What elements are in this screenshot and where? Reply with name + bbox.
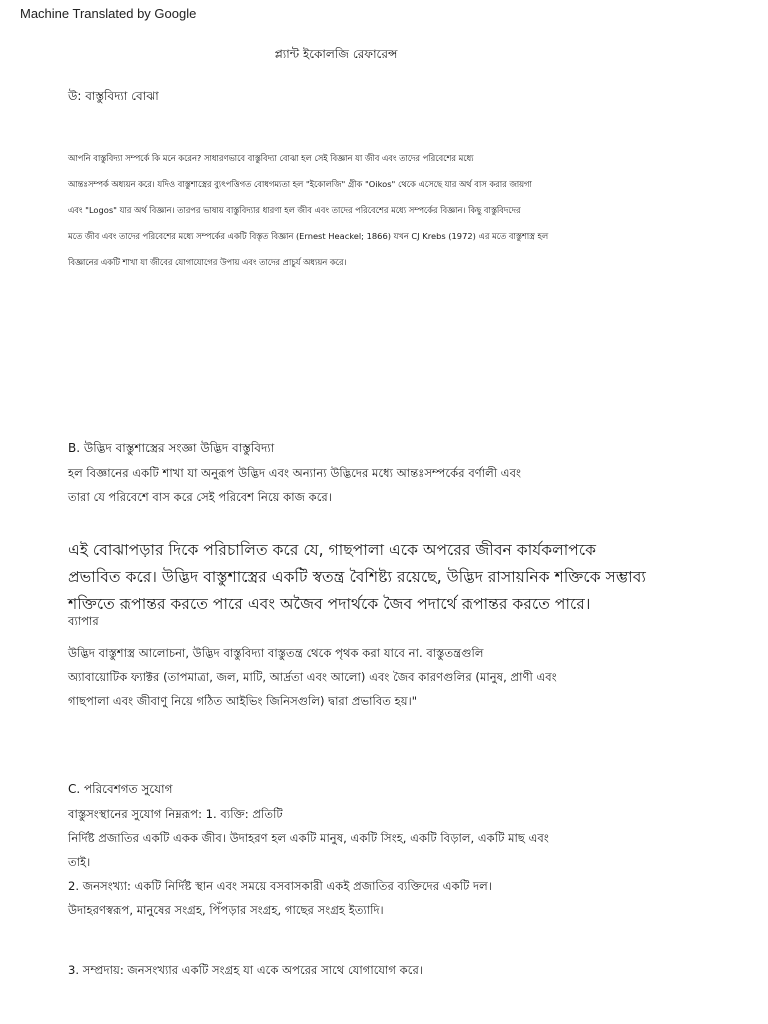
paragraph-line: বাস্তুসংস্থানের সুযোগ নিম্নরূপ: 1. ব্যক্তি: প্রতিটি bbox=[68, 807, 283, 821]
paragraph-line: এবং "Logos" যার অর্থ বিজ্ঞান। তারপর ভাষায় বাস্তুবিদ্যার ধারণা হল জীব এবং তাদের পরিবেশের মধ্যে সম্পর্কের বিজ্ঞান। কিছু বাস্তুবিদদের bbox=[68, 205, 521, 215]
section-a-paragraph bbox=[68, 145, 698, 275]
paragraph-line: নির্দিষ্ট প্রজাতির একটি একক জীব। উদাহরণ হল একটি মানুষ, একটি সিংহ, একটি বিড়াল, একটি মাছ এবং bbox=[68, 831, 549, 845]
paragraph-line: উদ্ভিদ বাস্তুশাস্ত্র আলোচনা, উদ্ভিদ বাস্তুবিদ্যা বাস্তুতন্ত্র থেকে পৃথক করা যাবে না. বাস্তুতন্ত্রগুলি bbox=[68, 646, 484, 660]
paragraph-line: উদাহরণস্বরূপ, মানুষের সংগ্রহ, পিঁপড়ার সংগ্রহ, গাছের সংগ্রহ ইত্যাদি। bbox=[68, 903, 384, 917]
section-b-intro bbox=[68, 461, 708, 509]
section-c-list bbox=[68, 802, 708, 922]
section-c-last-line bbox=[68, 958, 708, 982]
section-b-heading: B. উদ্ভিদ বাস্তুশাস্ত্রের সংজ্ঞা উদ্ভিদ বাস্তুবিদ্যা bbox=[68, 441, 275, 455]
section-a-heading: উ: বাস্তুবিদ্যা বোঝা bbox=[68, 89, 159, 103]
paragraph-line: এই বোঝাপড়ার দিকে পরিচালিত করে যে, গাছপালা একে অপরের জীবন কার্যকলাপকে bbox=[68, 541, 597, 559]
paragraph-line: গাছপালা এবং জীবাণু নিয়ে গঠিত আইভিং জিনিসগুলি) দ্বারা প্রভাবিত হয়।" bbox=[68, 694, 418, 708]
paragraph-line: বিজ্ঞানের একটি শাখা যা জীবের যোগাযোগের উপায় এবং তাদের প্রাচুর্য অধ্যয়ন করে। bbox=[68, 257, 347, 267]
paragraph-line: হল বিজ্ঞানের একটি শাখা যা অনুরূপ উদ্ভিদ এবং অন্যান্য উদ্ভিদের মধ্যে আন্তঃসম্পর্কের বর্ণালী এবং bbox=[68, 466, 522, 480]
machine-translated-label: Machine Translated by Google bbox=[20, 6, 197, 21]
section-b-small-word: ব্যাপার bbox=[68, 614, 99, 628]
section-c-heading: C. পরিবেশগত সুযোগ bbox=[68, 782, 173, 796]
paragraph-line: মতে জীব এবং তাদের পরিবেশের মধ্যে সম্পর্কের একটি বিস্তৃত বিজ্ঞান (Ernest Heackel; 1866) যখন CJ Krebs (1972) এর মতে বাস্তুশাস্ত্র হল bbox=[68, 231, 549, 241]
paragraph-line: শক্তিতে রূপান্তর করতে পারে এবং অজৈব পদার্থকে জৈব পদার্থে রূপান্তর করতে পারে। bbox=[68, 595, 591, 613]
section-b-large-paragraph bbox=[68, 537, 718, 618]
paragraph-line: প্রভাবিত করে। উদ্ভিদ বাস্তুশাস্ত্রের একটি স্বতন্ত্র বৈশিষ্ট্য রয়েছে, উদ্ভিদ রাসায়নিক শক্তিকে সম্ভাব্য bbox=[68, 568, 646, 586]
paragraph-line: 2. জনসংখ্যা: একটি নির্দিষ্ট স্থান এবং সময়ে বসবাসকারী একই প্রজাতির ব্যক্তিদের একটি দল। bbox=[68, 879, 492, 893]
paragraph-line: আপনি বাস্তুবিদ্যা সম্পর্কে কি মনে করেন? সাধারণভাবে বাস্তুবিদ্যা বোঝা হল সেই বিজ্ঞান যা জীব এবং তাদের পরিবেশের মধ্যে bbox=[68, 153, 474, 163]
paragraph-line: 3. সম্প্রদায়: জনসংখ্যার একটি সংগ্রহ যা একে অপরের সাথে যোগাযোগ করে। bbox=[68, 963, 423, 977]
section-b-closing bbox=[68, 641, 708, 713]
paragraph-line: অ্যাবায়োটিক ফ্যাক্টর (তাপমাত্রা, জল, মাটি, আর্দ্রতা এবং আলো) এবং জৈব কারণগুলির (মানুষ, প্রাণী এবং bbox=[68, 670, 557, 684]
paragraph-line: তাই। bbox=[68, 855, 91, 869]
paragraph-line: তারা যে পরিবেশে বাস করে সেই পরিবেশ নিয়ে কাজ করে। bbox=[68, 490, 332, 504]
document-title: প্ল্যান্ট ইকোলজি রেফারেন্স bbox=[274, 47, 398, 61]
paragraph-line: আন্তঃসম্পর্ক অধ্যয়ন করে। যদিও বাস্তুশাস্ত্রের ব্যুৎপত্তিগত বোধগম্যতা হল "ইকোলজি" গ্রীক "Oikos" থেকে এসেছে যার অর্থ বাস করার জায়গা bbox=[68, 179, 532, 189]
